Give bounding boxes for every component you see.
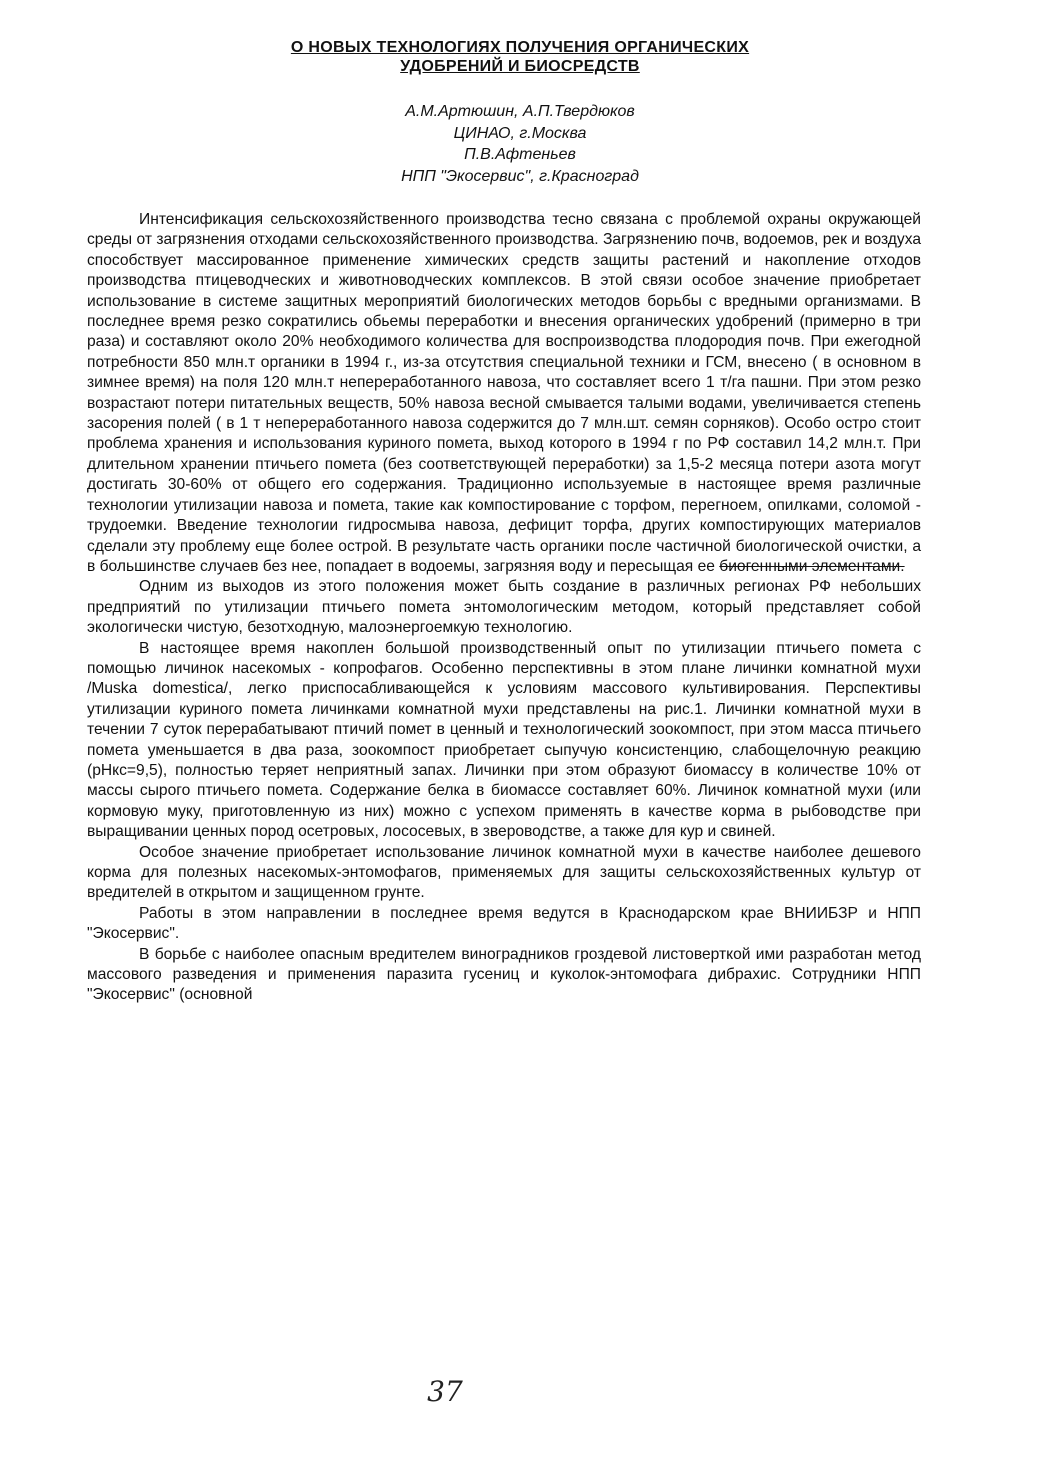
paragraph-4: Особое значение приобретает использование личинок комнатной мухи в качестве наиболее дешевого корма для полезных насекомых-энтомофагов, применяемых для защиты сельскохозяйственных культур от вредителей в открытом и защищенном грунте. [87, 843, 921, 902]
author-line-1: А.М.Артюшин, А.П.Твердюков [405, 103, 635, 120]
paragraph-5: Работы в этом направлении в последнее время ведутся в Краснодарском крае ВНИИБЗР и НПП "Экосервис". [87, 904, 921, 943]
author-affiliation-1: ЦИНАО, г.Москва [453, 124, 587, 142]
page-number: 37 [427, 1375, 463, 1408]
article-body [87, 210, 921, 1006]
authors-block [200, 101, 840, 187]
struck-text: биогенными элементами. [719, 557, 905, 575]
title-line-2: УДОБРЕНИЙ И БИОСРЕДСТВ [400, 58, 640, 75]
title-line-1: О НОВЫХ ТЕХНОЛОГИЯХ ПОЛУЧЕНИЯ ОРГАНИЧЕСКИХ [290, 39, 750, 56]
author-affiliation-2: НПП "Экосервис", г.Красноград [401, 167, 639, 185]
paragraph-6: В борьбе с наиболее опасным вредителем виноградников гроздевой листоверткой ими разработан метод массового разведения и применения паразита гусениц и куколок-энтомофага дибрахис. Сотрудники НПП "Экосервис" (основной [87, 945, 921, 1004]
paragraph-1 [87, 210, 921, 577]
paragraph-2: Одним из выходов из этого положения может быть создание в различных регионах РФ небольших предприятий по утилизации птичьего помета энтомологическим методом, который представляет собой экологически чистую, безотходную, малоэнергоемкую технологию. [87, 578, 921, 637]
paragraph-1-text: Интенсификация сельскохозяйственного производства тесно связана с проблемой охраны окружающей среды от загрязнения отходами сельскохозяйственного производства. Загрязнению почв, водоемов, рек и воздуха способствует массированное применение химических средств защиты растений и накопление отходов производства птицеводческих и животноводческих комплексов. В этой связи особое значение приобретает использование в системе защитных мероприятий биологических методов борьбы с вредными организмами. В последнее время резко сократились обьемы переработки и внесения органических удобрений (примерно в три раза) и составляют около 20% необходимого количества для воспроизводства плодородия почв. При ежегодной потребности 850 млн.т органики в 1994 г., из-за отсутствия специальной техники и ГСМ, внесено ( в основном в зимнее время) на поля 120 млн.т непереработанного навоза, что составляет всего 1 т/га пашни. При этом резко возрастают потери питательных веществ, 50% навоза весной смывается талыми водами, увеличивается степень засорения полей ( в 1 т непереработанного навоза содержится до 7 млн.шт. семян сорняков). Особо остро стоит проблема хранения и использования куриного помета, выход которого в 1994 г по РФ составил 14,2 млн.т. При длительном хранении птичьего помета (без соответствующей переработки) за 1,5-2 месяца потери азота могут достигать 30-60% от общего его содержания. Традиционно используемые в настоящее время различные технологии утилизации навоза и помета, такие как компостирование с торфом, перегноем, опилками, соломой - трудоемки. Введение технологии гидросмыва навоза, дефицит торфа, других компостирующих материалов сделали эту проблему еще более острой. В результате часть органики после частичной биологической очистки, а в большинстве случаев без нее, попадает в водоемы, загрязняя воду и пересыщая ее [87, 211, 921, 575]
paragraph-3: В настоящее время накоплен большой производственный опыт по утилизации птичьего помета с помощью личинок насекомых - копрофагов. Особенно перспективны в этом плане личинки комнатной мухи /Muska domestica/, легко приспосабливающейся к условиям массового культивирования. Перспективы утилизации куриного помета личинками комнатной мухи представлены на рис.1. Личинки комнатной мухи в течении 7 суток перерабатывают птичий помет в ценный и технологический зоокомпост, при этом масса птичьего помета уменьшается в два раза, зоокомпост приобретает сыпучую консистенцию, слабощелочную реакцию (pHкс=9,5), полностью теряет неприятный запах. Личинки при этом образуют биомассу в количестве 10% от массы сырого птичьего помета. Содержание белка в биомассе составляет 60%. Личинок комнатной мухи (или кормовую муку, приготовленную из них) можно с успехом применять в качестве корма в рыбоводстве при выращивании ценных пород осетровых, лососевых, в звероводстве, а также для кур и свиней. [87, 639, 921, 841]
author-line-2: П.В.Афтеньев [464, 146, 576, 163]
